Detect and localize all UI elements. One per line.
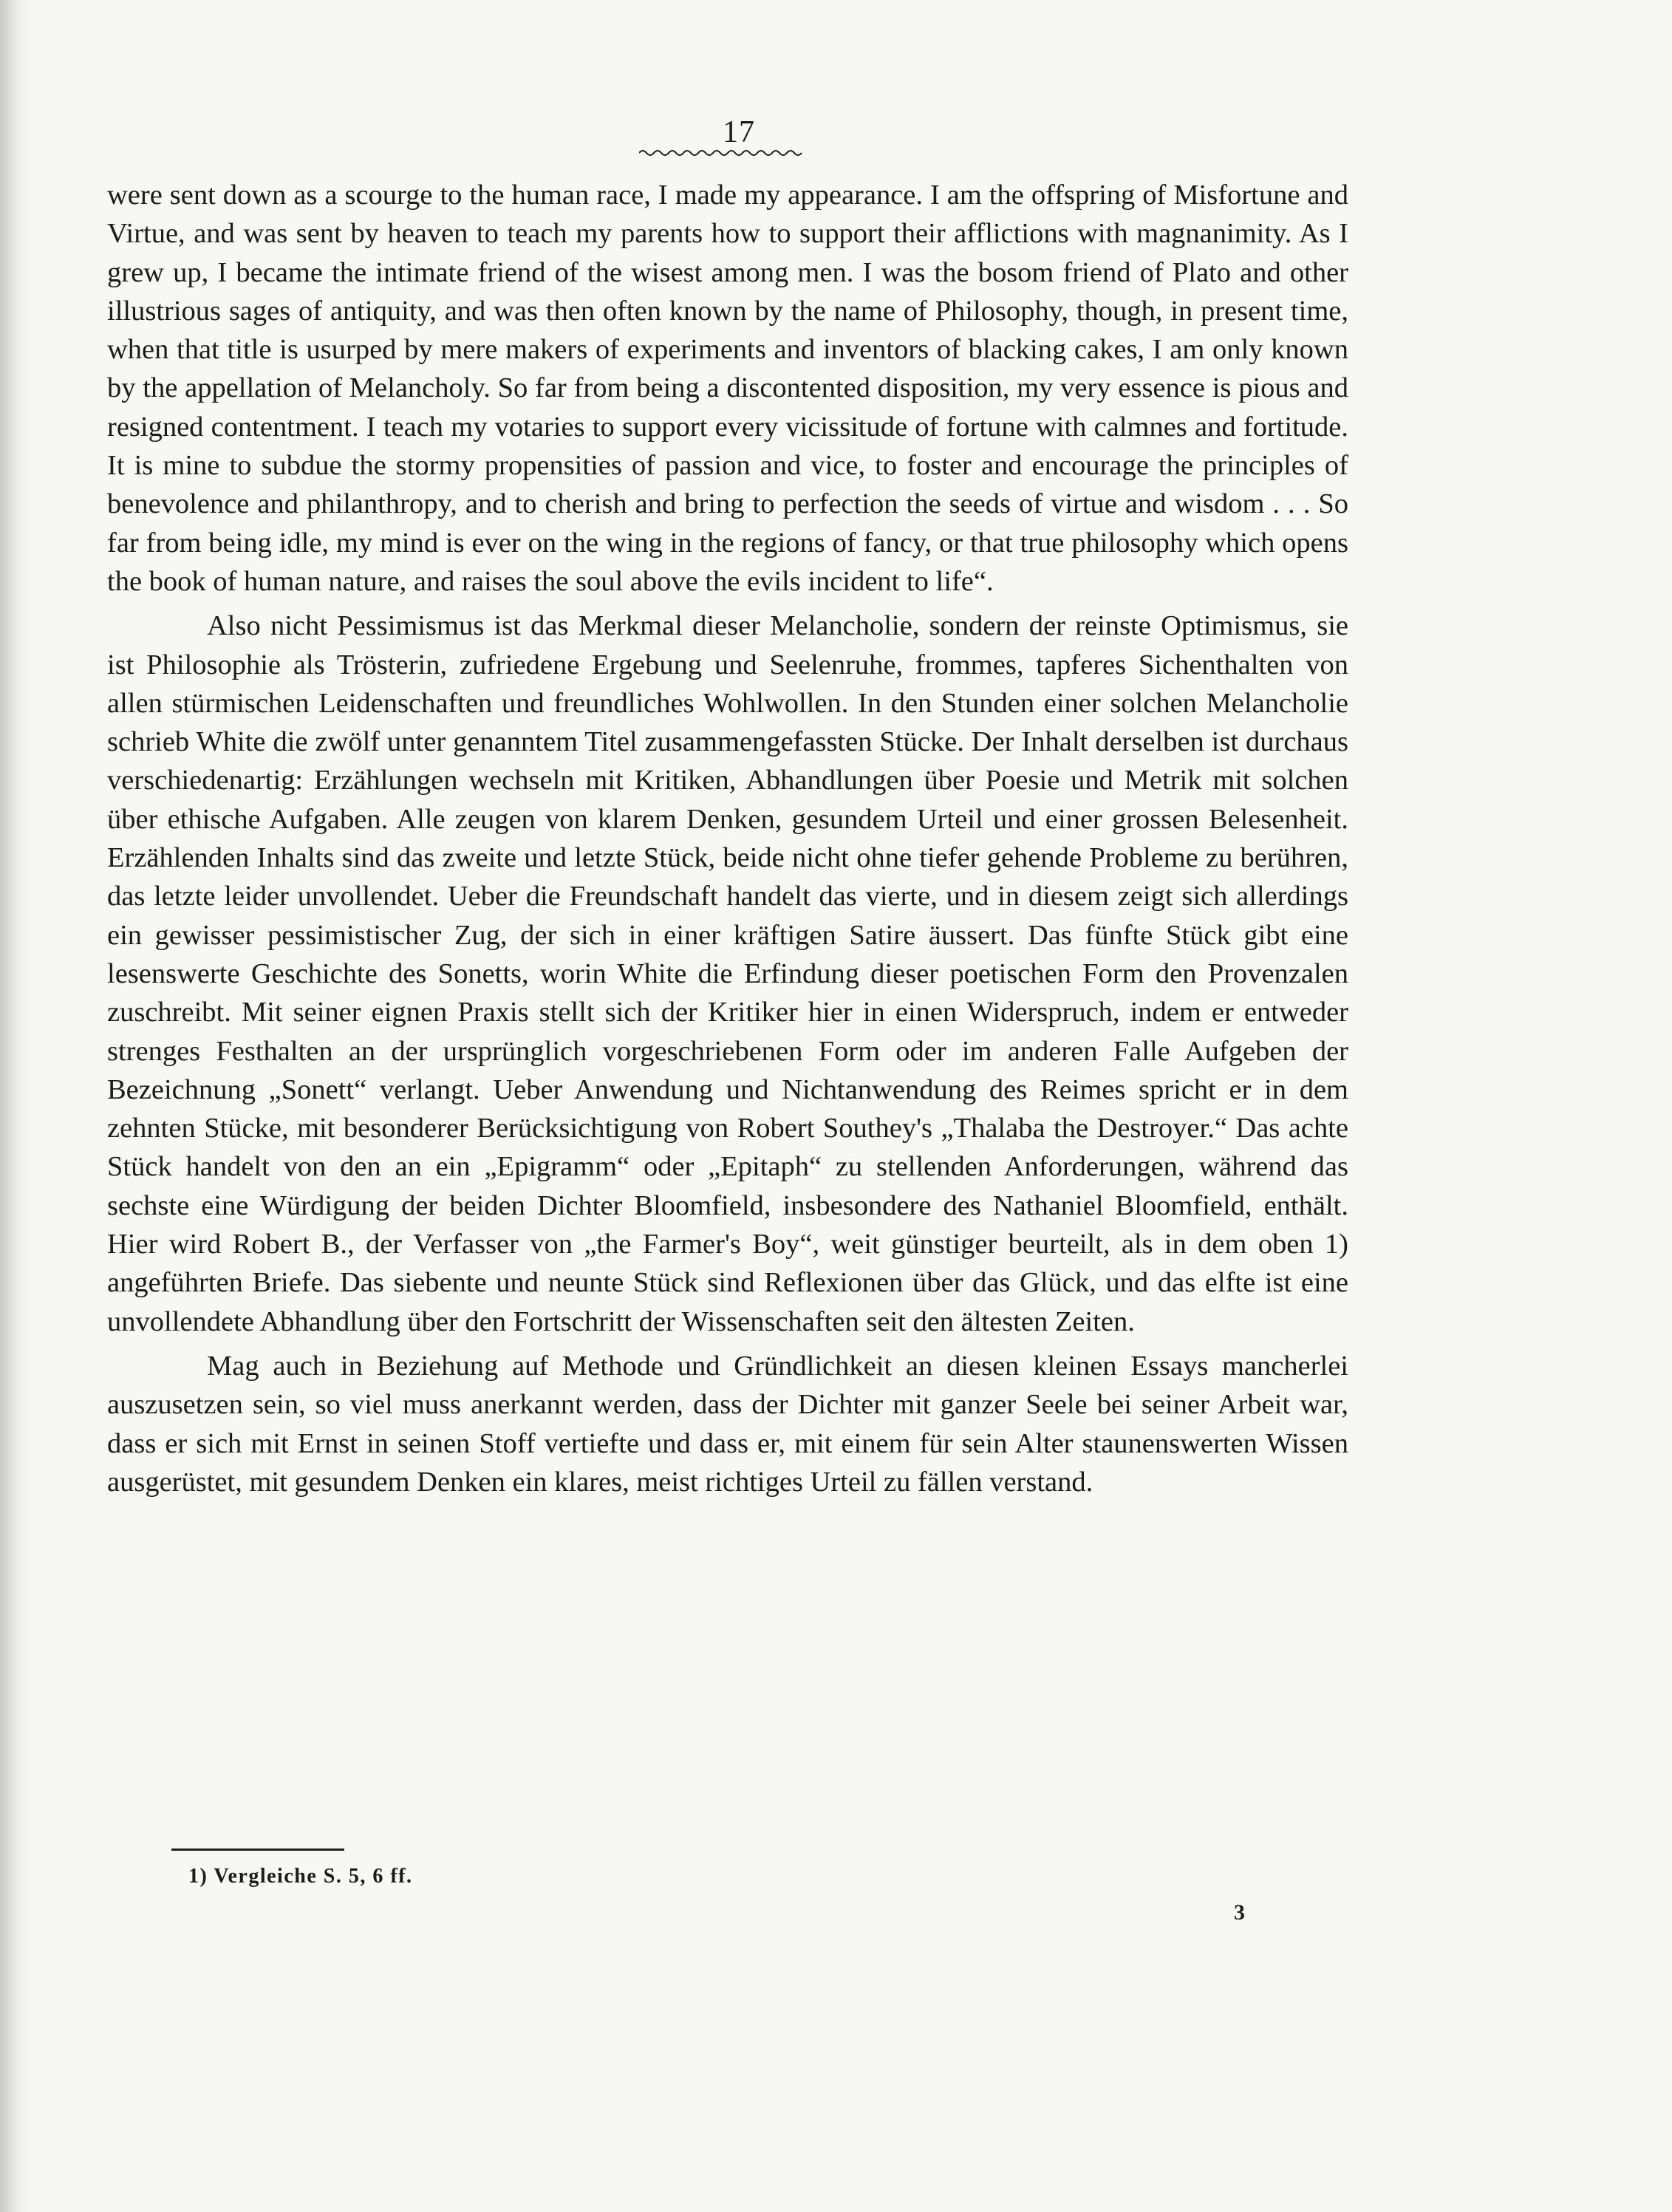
page-number: 17: [723, 115, 755, 149]
printer-signature-mark: 3: [1234, 1900, 1245, 1925]
paragraph-quote-continuation: were sent down as a scourge to the human race, I made my appearance. I am the offspring of Misfortune and Virtue, and was sent by heaven to teach my parents how to support their afflictions with magnanimity. As I grew up, I became the intimate friend of the wisest among men. I was the bosom friend of Plato and other illustrious sages of antiquity, and was then often known by the name of Philosophy, though, in present time, when that title is usurped by mere makers of experiments and inventors of blacking cakes, I am only known by the appellation of Melancholy. So far from being a discontented disposition, my very essence is pious and resigned contentment. I teach my votaries to support every vicissitude of fortune with calmnes and fortitude. It is mine to subdue the stormy propensities of passion and vice, to foster and encourage the principles of benevolence and philanthropy, and to cherish and bring to perfection the seeds of virtue and wisdom . . . So far from being idle, my mind is ever on the wing in the regions of fancy, or that true philosophy which opens the book of human nature, and raises the soul above the evils incident to life“.: [107, 180, 1348, 597]
footnote-separator: [171, 1849, 344, 1851]
paragraph-melancholy-analysis: Also nicht Pessimismus ist das Merkmal dieser Melancholie, sondern der reinste Optimismus, sie ist Philosophie als Trösterin, zufriedene Ergebung und Seelenruhe, frommes, tapferes Sichenthalten von allen stürmischen Leidenschaften und freundliches Wohlwollen. In den Stunden einer solchen Melancholie schrieb White die zwölf unter genanntem Titel zusammengefassten Stücke. Der Inhalt derselben ist durchaus verschiedenartig: Erzählungen wechseln mit Kritiken, Abhandlungen über Poesie und Metrik mit solchen über ethische Aufgaben. Alle zeugen von klarem Denken, gesundem Urteil und einer grossen Belesenheit. Erzählenden Inhalts sind das zweite und letzte Stück, beide nicht ohne tiefer gehende Probleme zu berühren, das letzte leider unvollendet. Ueber die Freundschaft handelt das vierte, und in diesem zeigt sich allerdings ein gewisser pessimistischer Zug, der sich in einer kräftigen Satire äussert. Das fünfte Stück gibt eine lesenswerte Geschichte des Sonetts, worin White die Erfindung dieser poetischen Form den Provenzalen zuschreibt. Mit seiner eignen Praxis stellt sich der Kritiker hier in einen Widerspruch, indem er entweder strenges Festhalten an der ursprünglich vorgeschriebenen Form oder im anderen Falle Aufgeben der Bezeichnung „Sonett“ verlangt. Ueber Anwendung und Nichtanwendung des Reimes spricht er in dem zehnten Stücke, mit besonderer Berücksichtigung von Robert Southey's „Thalaba the Destroyer.“ Das achte Stück handelt von den an ein „Epigramm“ oder „Epitaph“ zu stellenden Anforderungen, während das sechste eine Würdigung der beiden Dichter Bloomfield, insbesondere des Nathaniel Bloomfield, enthält. Hier wird Robert B., der Verfasser von „the Farmer's Boy“, weit günstiger beurteilt, als in dem oben 1) angeführten Briefe. Das siebente und neunte Stück sind Reflexionen über das Glück, und das elfte ist eine unvollendete Abhandlung über den Fortschritt der Wissenschaften seit den ältesten Zeiten.: [107, 610, 1348, 1337]
footnote: [188, 1865, 412, 1888]
binding-gutter-shadow: [0, 0, 30, 2212]
footnote-marker: 1): [188, 1865, 208, 1888]
paragraph-conclusion: Mag auch in Beziehung auf Methode und Gründlichkeit an diesen kleinen Essays mancherlei auszusetzen sein, so viel muss anerkannt werden, dass der Dichter mit ganzer Seele bei seiner Arbeit war, dass er sich mit Ernst in seinen Stoff vertiefte und dass er, mit einem für sein Alter staunenswerten Wissen ausgerüstet, mit gesundem Denken ein klares, meist richtiges Urteil zu fällen verstand.: [107, 1350, 1348, 1498]
wavy-ornament-rule: [639, 148, 805, 158]
main-text-body: [107, 176, 1348, 1501]
footnote-text: Vergleiche S. 5, 6 ff.: [214, 1865, 413, 1888]
